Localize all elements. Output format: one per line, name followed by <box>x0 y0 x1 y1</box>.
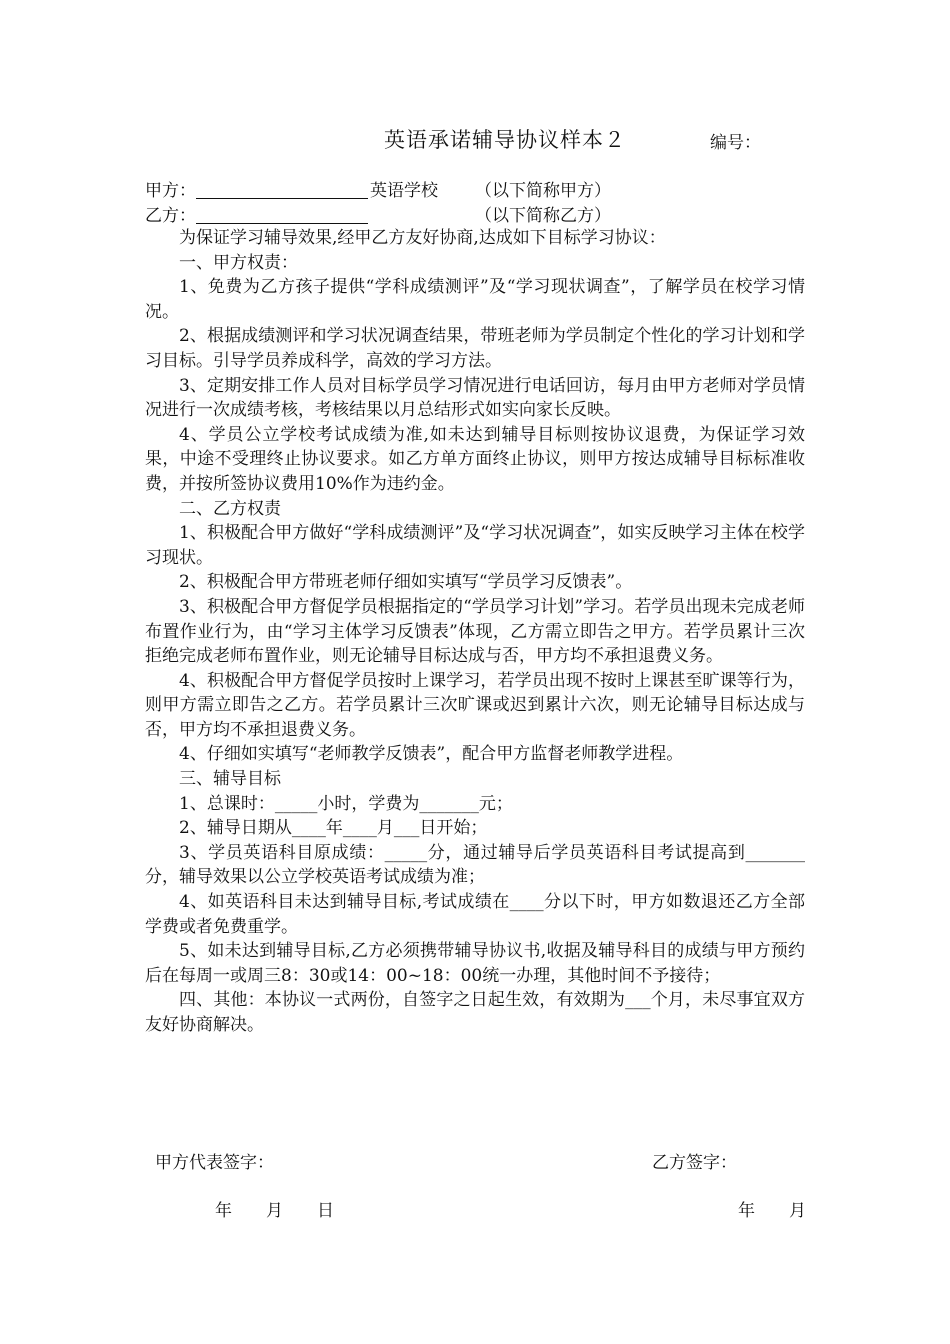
party-a-school: 英语学校 <box>370 181 438 201</box>
clause-paragraph: 3、定期安排工作人员对目标学员学习情况进行电话回访，每月由甲方老师对学员情况进行一次成绩考核，考核结果以月总结形式如实向家长反映。 <box>145 375 805 421</box>
clause-paragraph: 5、如未达到辅导目标,乙方必须携带辅导协议书,收据及辅导科目的成绩与甲方预约后在每周一或周三8：30或14：00~18：00统一办理，其他时间不予接待； <box>145 941 805 986</box>
party-b-label: 乙方： <box>145 206 196 226</box>
agreement-body <box>145 226 805 1038</box>
section-heading: 一、甲方权责： <box>179 252 298 273</box>
intro-paragraph: 为保证学习辅导效果,经甲乙方友好协商,达成如下目标学习协议： <box>179 228 666 248</box>
clause-paragraph: 4、学员公立学校考试成绩为准,如未达到辅导目标则按协议退费，为保证学习效果，中途不受理终止协议要求。如乙方单方面终止协议，则甲方按达成辅导目标标准收费，并按所签协议费用10%作为违约金。 <box>145 424 805 494</box>
party-b-name-blank <box>196 205 368 224</box>
clause-paragraph: 1、免费为乙方孩子提供“学科成绩测评”及“学习现状调查”，了解学员在校学习情况。 <box>145 277 805 322</box>
section-heading: 二、乙方权责 <box>179 498 281 519</box>
party-a-line <box>145 176 611 201</box>
party-b-line <box>145 201 611 226</box>
party-b-note: （以下简称乙方） <box>475 206 611 226</box>
clause-paragraph: 2、根据成绩测评和学习状况调查结果，带班老师为学员制定个性化的学习计划和学习目标。引导学员养成科学，高效的学习方法。 <box>145 326 805 371</box>
party-a-signature-label: 甲方代表签字： <box>155 1153 274 1173</box>
party-a-signature-date: 年 月 日 <box>215 1201 334 1221</box>
clause-paragraph: 四、其他：本协议一式两份，自签字之日起生效，有效期为___个月，未尽事宜双方友好协商解决。 <box>145 990 805 1035</box>
clause-paragraph: 3、积极配合甲方督促学员根据指定的“学员学习计划”学习。若学员出现未完成老师布置作业行为，由“学习主体学习反馈表”体现，乙方需立即告之甲方。若学员累计三次拒绝完成老师布置作业，则无论辅导目标达成与否，甲方均不承担退费义务。 <box>145 596 805 667</box>
party-a-name-blank <box>196 180 368 199</box>
party-b-signature-date: 年 月 <box>738 1201 806 1221</box>
party-b-signature-label: 乙方签字： <box>652 1153 737 1173</box>
clause-paragraph: 1、总课时：_____小时，学费为_______元； <box>179 793 513 814</box>
clause-paragraph: 2、积极配合甲方带班老师仔细如实填写“学员学习反馈表”。 <box>179 572 633 593</box>
document-number-label: 编号： <box>710 133 761 153</box>
clause-paragraph: 4、积极配合甲方督促学员按时上课学习，若学员出现不按时上课甚至旷课等行为，则甲方需立即告之乙方。若学员累计三次旷课或迟到累计六次，则无论辅导目标达成与否，甲方均不承担退费义务。 <box>145 670 805 740</box>
clause-paragraph: 1、积极配合甲方做好“学科成绩测评”及“学习状况调查”，如实反映学习主体在校学习现状。 <box>145 523 805 568</box>
party-a-label: 甲方： <box>145 181 196 201</box>
section-heading: 三、辅导目标 <box>179 769 281 790</box>
document-title: 英语承诺辅导协议样本２ <box>384 128 626 152</box>
clause-paragraph: 3、学员英语科目原成绩：_____分，通过辅导后学员英语科目考试提高到_______分，辅导效果以公立学校英语考试成绩为准； <box>145 842 805 888</box>
clause-paragraph: 2、辅导日期从____年____月___日开始； <box>179 818 488 839</box>
party-a-note: （以下简称甲方） <box>475 181 611 201</box>
clause-paragraph: 4、如英语科目未达到辅导目标,考试成绩在____分以下时，甲方如数退还乙方全部学费或者免费重学。 <box>145 892 805 937</box>
clause-paragraph: 4、仔细如实填写“老师教学反馈表”，配合甲方监督老师教学进程。 <box>179 744 684 765</box>
